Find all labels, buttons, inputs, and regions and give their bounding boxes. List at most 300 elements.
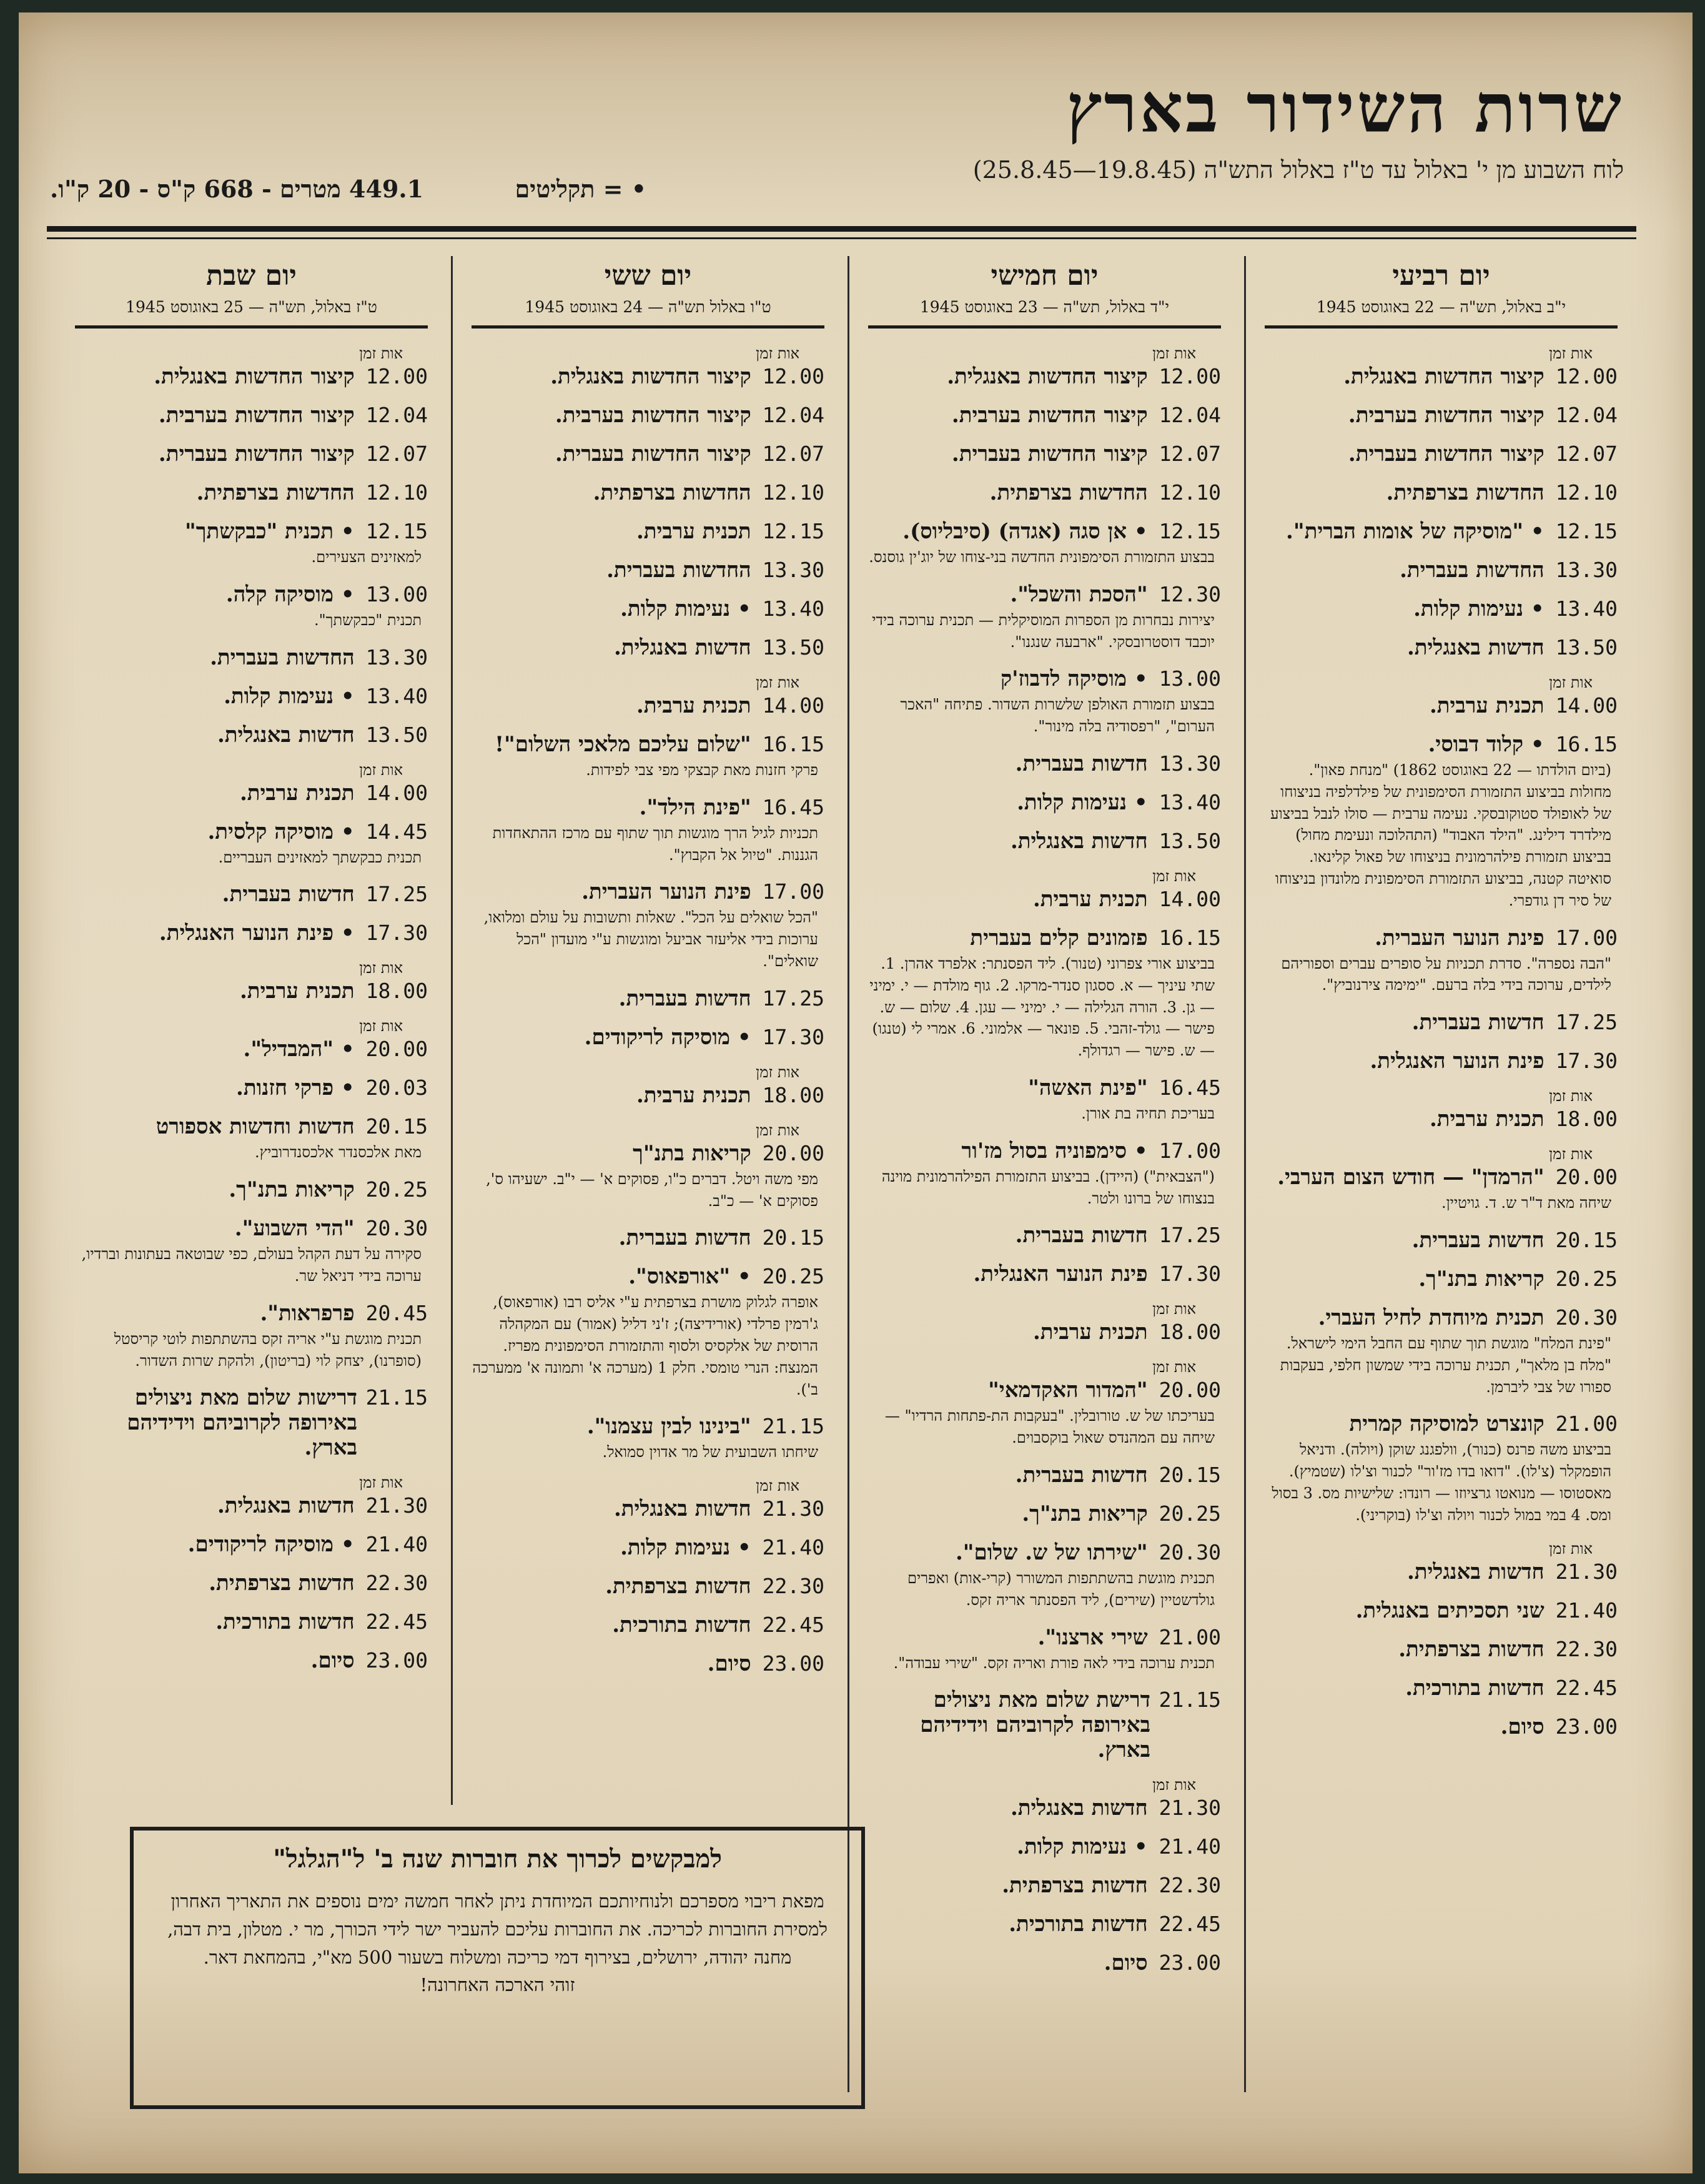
- schedule-entry: [868, 1320, 1221, 1345]
- entry-description: בעריכת תחיה בת אורן.: [1081, 1104, 1215, 1122]
- entry-line: [472, 1083, 824, 1108]
- time-signal-note: אות זמן: [1549, 1145, 1593, 1164]
- entry-title: סיום.: [310, 1648, 355, 1674]
- entry-title: "פינת האשה": [1028, 1075, 1148, 1100]
- day-underline: [868, 325, 1221, 329]
- entry-time: 20.15: [365, 1114, 428, 1139]
- entry-line: [75, 921, 428, 946]
- entry-line: [1265, 1411, 1618, 1436]
- entry-time: 20.00: [365, 1037, 428, 1062]
- entry-title: תכנית ערבית.: [636, 1082, 751, 1108]
- entry-time: 20.15: [1159, 1462, 1221, 1487]
- entry-time: 23.00: [1555, 1714, 1618, 1739]
- schedule-entry: [75, 442, 428, 467]
- entry-time: 21.00: [1555, 1411, 1618, 1436]
- entry-title: חדשות בעברית.: [618, 1225, 751, 1251]
- entry-title: חדשות בעברית.: [1411, 1010, 1544, 1035]
- time-signal-note: אות זמן: [359, 959, 403, 977]
- schedule-entry: [868, 829, 1221, 854]
- entry-time: 20.30: [1555, 1305, 1618, 1330]
- entry-line: [868, 442, 1221, 467]
- entry-line: [868, 582, 1221, 607]
- schedule-entry: [868, 926, 1221, 1062]
- entry-line: [75, 1493, 428, 1518]
- entry-time: 12.15: [762, 519, 824, 543]
- time-signal-note: אות זמן: [1549, 674, 1593, 691]
- schedule-entry: [75, 882, 428, 907]
- entry-time: 21.30: [1159, 1796, 1221, 1821]
- entry-line: [472, 635, 824, 660]
- entry-title: סיום.: [1104, 1950, 1148, 1976]
- entry-time: 16.45: [1159, 1075, 1221, 1100]
- entry-title: • מוסיקה קלה.: [225, 581, 355, 607]
- entry-title: חדשות בתורכית.: [215, 1609, 355, 1635]
- time-signal-note: אות זמן: [359, 1017, 403, 1035]
- column-friday: [465, 256, 831, 1690]
- entry-time: 22.45: [365, 1609, 428, 1634]
- schedule-entry: [472, 879, 824, 972]
- entry-time: 21.30: [365, 1493, 428, 1518]
- entry-line: [75, 1571, 428, 1596]
- entry-description: בעריכתו של ש. טורובלין. "בעקבות הת-פתחות הרדיו" — שיחה עם המהנדס שאול בוקסבוים.: [884, 1407, 1215, 1447]
- entry-line: [472, 1496, 824, 1521]
- entry-time: 16.45: [762, 794, 824, 819]
- entry-line: [868, 1912, 1221, 1937]
- notice-title: למבקשים לכרוך את חוברות שנה ב' ל"הגלגל": [273, 1844, 722, 1874]
- schedule-entry: [75, 1037, 428, 1062]
- entry-time: 17.25: [365, 882, 428, 907]
- entry-line: [472, 558, 824, 583]
- entry-title: "בינינו לבין עצמנו".: [586, 1414, 751, 1440]
- entry-time: 12.07: [762, 442, 824, 466]
- schedule-entry: [75, 1301, 428, 1372]
- schedule-entry: [75, 1114, 428, 1164]
- entry-title: קיצור החדשות בעברית.: [158, 442, 355, 467]
- schedule-entry: [472, 558, 824, 583]
- entry-line: [472, 879, 824, 904]
- entry-time: 12.00: [365, 364, 428, 388]
- schedule-entry: [1265, 1010, 1618, 1035]
- entry-title: • "המבדיל".: [243, 1037, 355, 1062]
- schedule-entry: [1265, 1411, 1618, 1526]
- schedule-entry: [1265, 596, 1618, 621]
- entry-time: 23.00: [1159, 1950, 1221, 1975]
- entry-time: 17.00: [762, 879, 824, 904]
- entry-time: 13.30: [365, 645, 428, 670]
- entry-time: 20.15: [1555, 1227, 1618, 1252]
- entry-title: • "מוסיקה של אומות הברית".: [1286, 519, 1544, 544]
- entry-line: [472, 596, 824, 621]
- binding-notice-box: [130, 1827, 865, 2109]
- entry-line: [868, 1501, 1221, 1526]
- entry-time: 12.10: [365, 480, 428, 505]
- column-content: [862, 260, 1227, 1975]
- schedule-entry: [472, 1141, 824, 1212]
- entry-line: [75, 480, 428, 505]
- schedule-entry: [1265, 1637, 1618, 1662]
- entry-line: [868, 1223, 1221, 1248]
- schedule-entry: [1265, 1107, 1618, 1132]
- entry-line: [868, 1262, 1221, 1287]
- entry-time: 17.30: [1159, 1262, 1221, 1287]
- time-signal-note: אות זמן: [1549, 1087, 1593, 1105]
- entry-title: שירי ארצנו".: [1037, 1624, 1148, 1650]
- entry-line: [1265, 364, 1618, 389]
- entry-line: [472, 1651, 824, 1676]
- schedule-entry: [1265, 1267, 1618, 1292]
- entry-line: [1265, 403, 1618, 428]
- entry-line: [75, 519, 428, 544]
- entry-time: 23.00: [762, 1651, 824, 1676]
- entry-time: 20.00: [762, 1140, 824, 1165]
- entry-line: [868, 364, 1221, 389]
- schedule-entry: [868, 1139, 1221, 1210]
- entry-time: 12.04: [762, 403, 824, 427]
- entry-title: תכנית ערבית.: [239, 780, 355, 806]
- entry-title: קיצור החדשות בעברית.: [951, 442, 1148, 467]
- entry-time: 14.45: [365, 819, 428, 844]
- entry-line: [75, 1301, 428, 1326]
- schedule-entry: [1265, 732, 1618, 912]
- entry-line: [75, 781, 428, 806]
- entry-time: 12.15: [1159, 519, 1221, 543]
- schedule-entry: [868, 1463, 1221, 1488]
- entry-line: [868, 1834, 1221, 1859]
- schedule-entry: [75, 921, 428, 946]
- entry-line: [75, 723, 428, 748]
- schedule-entry: [75, 403, 428, 428]
- entry-time: 17.30: [365, 921, 428, 946]
- entry-time: 21.15: [1159, 1687, 1221, 1712]
- time-signal-note: אות זמן: [756, 1063, 799, 1081]
- schedule-entry: [1265, 1305, 1618, 1398]
- time-signal-note: אות זמן: [1152, 1358, 1196, 1376]
- entry-time: 13.30: [1555, 558, 1618, 582]
- entry-title: חדשות בתורכית.: [612, 1613, 751, 1638]
- entry-time: 20.03: [365, 1075, 428, 1100]
- column-content: [69, 260, 434, 1673]
- entry-line: [1265, 1267, 1618, 1292]
- entry-time: 14.00: [762, 693, 824, 718]
- entry-title: חדשות בצרפתית.: [605, 1574, 751, 1599]
- entry-title: תכנית ערבית.: [1429, 693, 1544, 718]
- entry-line: [472, 364, 824, 389]
- time-signal-note: אות זמן: [1152, 345, 1196, 362]
- schedule-entry: [1265, 635, 1618, 660]
- schedule-entry: [75, 781, 428, 806]
- entry-line: [75, 1037, 428, 1062]
- header-thick-rule: [47, 226, 1636, 232]
- schedule-entry: [75, 819, 428, 869]
- schedule-entry: [472, 635, 824, 660]
- entry-line: [868, 1687, 1221, 1762]
- entry-time: 18.00: [365, 979, 428, 1004]
- entry-title: • מוסיקה קלסית.: [207, 819, 355, 844]
- entry-time: 20.25: [1555, 1266, 1618, 1291]
- entry-description: "הכל שואלים על הכל". שאלות ותשובות על עולם ומלואו, ערוכות בידי אליעזר אביעל ומוגשות ע"י מועדון "הכל שואלים".: [483, 909, 818, 970]
- entry-line: [1265, 442, 1618, 467]
- time-signal-note: אות זמן: [756, 1121, 799, 1139]
- entry-title: תכנית ערבית.: [636, 693, 751, 718]
- entry-time: 17.25: [762, 986, 824, 1010]
- schedule-entry: [868, 364, 1221, 389]
- schedule-entry: [868, 442, 1221, 467]
- entry-line: [472, 1225, 824, 1250]
- entry-title: • פינת הנוער האנגלית.: [159, 921, 355, 946]
- entry-time: 20.45: [365, 1300, 428, 1325]
- entry-description: יצירות נבחרות מן הספרות המוסיקלית — תכנית ערוכה בידי יוכבד דוסטרובסקי. "ארבעה שנגנו".: [872, 611, 1215, 651]
- column-content: [1258, 260, 1624, 1739]
- entry-description: תכניות לגיל הרך מוגשות תוך שתוף עם מרכז ההתאחדות הגננות. "טיול אל הקבוץ".: [492, 824, 818, 864]
- schedule-entry: [472, 1613, 824, 1638]
- entry-title: תכנית ערבית.: [1032, 886, 1148, 912]
- entry-title: סיום.: [707, 1651, 751, 1677]
- entry-time: 12.07: [1159, 442, 1221, 466]
- entry-title: קיצור החדשות בערבית.: [951, 403, 1148, 428]
- entry-line: [1265, 1228, 1618, 1253]
- entry-time: 21.15: [762, 1414, 824, 1439]
- schedule-entry: [868, 1075, 1221, 1125]
- notice-body: מפאת ריבוי מספרכם ולנוחיותכם המיוחדת ניתן לאחר חמשה ימים נוספים את התאריך האחרון למסירת החוברות לכריכה. את החוברות עליכם להעביר ישר לידי הכורך, מר י. מטלון, בית דבה, מחנה יהודה, ירושלים, בצירוף דמי כריכה ומשלוח בשעור 500 מא"י, בהמחאת דאר.: [167, 1890, 828, 1968]
- entry-description: אופרה לגלוק מושרת בצרפתית ע"י אליס רבו (אורפאוס), ג'רמין פרלדי (אורידיצה); ז'ני דליל (אמור) עם המקהלה הרוסית של אלקסיס ולסוף והתזמורת הסימפונית מפריז. המנצח: הנרי טומסי. חלק 1 (מערכה א' ותמונה א' ממערכה ב').: [472, 1293, 818, 1398]
- entry-description: מאת אלכסנדר אלכסנדרוביץ.: [255, 1144, 422, 1162]
- entry-title: תכנית ערבית.: [1429, 1107, 1544, 1132]
- entry-description: (ביום הולדתו — 22 באוגוסט 1862) "מנחת פאון". מחולות בביצוע התזמורת הסימפונית של פילדלפיה בניצוחו של לאופולד סטוקובסקי. נעימה ערבית — סולו לנבל בביצוע מילדרד דילינג. "הילד האבוד" (התהלוכה ונעימת מחול) בביצוע תזמורת פילהרמונית בניצוחו של פאול קלינאו. סואיטה קטנה, בביצוע התזמורת הסימפונית מלונדון בניצוחו של סיר דן גודפרי.: [1270, 761, 1611, 909]
- entry-title: • תכנית "כבקשתך": [185, 519, 355, 544]
- schedule-entry: [1265, 1598, 1618, 1623]
- entry-line: [75, 1648, 428, 1673]
- entry-time: 17.30: [762, 1024, 824, 1049]
- entry-time: 20.25: [1159, 1501, 1221, 1526]
- entry-title: קיצור החדשות באנגלית.: [550, 364, 751, 389]
- newspaper-page: [19, 12, 1693, 2173]
- entry-title: קיצור החדשות בעברית.: [555, 442, 751, 467]
- entry-title: חדשות באנגלית.: [217, 1493, 355, 1519]
- day-date: ט"ו באלול תש"ה — 24 באוגוסט 1945: [525, 298, 771, 316]
- entry-line: [472, 403, 824, 428]
- entry-title: • נעימות קלות.: [224, 683, 355, 709]
- entry-line: [868, 480, 1221, 505]
- entry-title: "שלום עליכם מלאכי השלום"!: [495, 732, 751, 757]
- entry-title: דרישת שלום מאת ניצולים באירופה לקרוביהם וידידיהם בארץ.: [920, 1687, 1150, 1763]
- time-signal-note: אות זמן: [1152, 867, 1196, 885]
- entry-line: [868, 926, 1221, 951]
- entry-line: [472, 442, 824, 467]
- entry-line: [868, 1139, 1221, 1164]
- day-underline: [1265, 325, 1618, 329]
- entry-title: חדשות בעברית.: [1015, 751, 1148, 776]
- entry-time: 12.07: [365, 442, 428, 466]
- schedule-entry: [472, 1651, 824, 1676]
- time-signal-note: אות זמן: [359, 345, 403, 362]
- entry-time: 16.15: [762, 732, 824, 756]
- column-content: [465, 260, 831, 1676]
- entry-line: [868, 1378, 1221, 1403]
- entry-title: חדשות בעברית.: [618, 986, 751, 1011]
- entry-description: תכנית כבקשתך למאזינים העבריים.: [218, 848, 422, 866]
- column-divider: [848, 256, 849, 2092]
- day-title: יום רביעי: [1392, 260, 1490, 292]
- entry-line: [1265, 480, 1618, 505]
- schedule-entry: [868, 1912, 1221, 1937]
- schedule-entry: [472, 442, 824, 467]
- entry-line: [75, 819, 428, 844]
- entry-time: 12.04: [1555, 403, 1618, 427]
- schedule-entry: [868, 1262, 1221, 1287]
- schedule-entry: [868, 582, 1221, 653]
- schedule-entry: [472, 480, 824, 505]
- entry-title: קונצרט למוסיקה קמרית: [1349, 1411, 1544, 1437]
- schedule-entry: [472, 795, 824, 866]
- schedule-entry: [75, 1532, 428, 1557]
- schedule-entry: [472, 364, 824, 389]
- entry-description: תכנית "כבקשתך".: [314, 611, 422, 629]
- entry-time: 18.00: [762, 1082, 824, 1107]
- schedule-entry: [472, 693, 824, 718]
- entry-title: קריאות בתנ"ך.: [1022, 1501, 1148, 1526]
- schedule-entry: [868, 1950, 1221, 1975]
- entry-line: [472, 480, 824, 505]
- schedule-entry: [1265, 693, 1618, 718]
- entry-title: • מוסיקה לריקודים.: [584, 1024, 751, 1050]
- day-date: ט"ז באלול, תש"ה — 25 באוגוסט 1945: [126, 298, 377, 316]
- entry-line: [472, 1264, 824, 1289]
- schedule-entry: [868, 1687, 1221, 1762]
- entry-line: [75, 684, 428, 709]
- entry-time: 13.50: [1555, 635, 1618, 660]
- entry-time: 12.10: [762, 480, 824, 505]
- entry-description: "הבה נספרה". סדרת תכניות על סופרים עברים וספוריהם לילדים, ערוכה בידי בלה ברעם. "ימימה צירנוביץ".: [1281, 954, 1611, 994]
- time-signal-note: אות זמן: [359, 1474, 403, 1492]
- schedule-entry: [472, 986, 824, 1011]
- entry-title: חדשות בצרפתית.: [1002, 1873, 1148, 1899]
- column-divider: [1244, 256, 1246, 2092]
- entry-description: תכנית מוגשת בהשתתפות המשורר (קרי-אות) ואפרים גולדשטיין (שירים), ליד הפסנתר אריה זקס.: [907, 1569, 1215, 1609]
- schedule-entry: [75, 1075, 428, 1100]
- entry-time: 23.00: [365, 1648, 428, 1673]
- entry-line: [1265, 1676, 1618, 1701]
- entry-title: חדשות באנגלית.: [1010, 828, 1148, 854]
- entry-line: [868, 403, 1221, 428]
- schedule-entry: [472, 1025, 824, 1050]
- entry-line: [868, 790, 1221, 815]
- entry-title: חדשות באנגלית.: [613, 1496, 751, 1522]
- entry-title: • "אורפאוס".: [628, 1264, 751, 1290]
- entry-time: 21.30: [762, 1496, 824, 1521]
- entry-description: ("הצבאית") (היידן). בביצוע התזמורת הפילהרמונית מוינה בנצוחו של ברונו ולטר.: [881, 1167, 1215, 1207]
- week-range-subtitle: לוח השבוע מן י' באלול עד ט"ז באלול התש"ה (19.8.45—25.8.45): [972, 156, 1624, 184]
- schedule-entry: [472, 732, 824, 781]
- entry-title: החדשות בצרפתית.: [196, 480, 355, 505]
- entry-time: 12.30: [1159, 581, 1221, 606]
- entry-time: 21.15: [365, 1385, 428, 1410]
- entry-line: [868, 751, 1221, 776]
- entry-line: [75, 403, 428, 428]
- entry-time: 12.04: [365, 403, 428, 427]
- schedule-entry: [75, 1571, 428, 1596]
- header-thin-rule: [47, 237, 1636, 239]
- entry-line: [75, 1385, 428, 1460]
- entry-title: תכנית ערבית.: [239, 979, 355, 1004]
- entry-time: 20.30: [365, 1216, 428, 1241]
- entry-line: [1265, 558, 1618, 583]
- schedule-entry: [868, 480, 1221, 505]
- entry-time: 12.07: [1555, 442, 1618, 466]
- entry-line: [868, 1540, 1221, 1565]
- entry-line: [868, 1796, 1221, 1821]
- entry-title: פינת הנוער העברית.: [1375, 925, 1544, 951]
- schedule-entry: [75, 645, 428, 670]
- entry-title: חדשות בתורכית.: [1405, 1675, 1544, 1701]
- day-title: יום חמישי: [991, 260, 1099, 292]
- entry-description: בביצוע משה פרנס (כנור), וולפגנג שוקן (ויולה). ודניאל הופמקלר (צ'לו). "דואו בדו מז'ור" לכנור וצ'לו (שטמיץ). מאסטוסו — מנואטו גרציוזו — רונדו: שלישיות מס. 3 בסול ומס. 4 במי במול לכנור ויולה וצ'לו (בוקריני).: [1272, 1441, 1611, 1524]
- entry-description: סקירה על דעת הקהל בעולם, כפי שבוטאה בעתונות וברדיו, ערוכה בידי דניאל שר.: [81, 1245, 422, 1285]
- entry-title: החדשות בעברית.: [1400, 558, 1544, 583]
- entry-title: החדשות בעברית.: [606, 558, 751, 583]
- frequency-info: 449.1 מטרים - 668 ק"ס - 20 ק"ו.: [50, 175, 424, 203]
- schedule-entry: [868, 1873, 1221, 1898]
- schedule-entry: [472, 1414, 824, 1463]
- schedule-entry: [868, 1540, 1221, 1611]
- entry-title: החדשות בצרפתית.: [593, 480, 751, 505]
- entry-title: "המדור האקדמאי": [988, 1378, 1148, 1403]
- entry-title: • מוסיקה לדבוז'ק: [1000, 666, 1148, 692]
- entry-title: קיצור החדשות באנגלית.: [154, 364, 355, 389]
- entry-title: חדשות באנגלית.: [1406, 635, 1544, 660]
- entry-title: קיצור החדשות באנגלית.: [1343, 364, 1544, 389]
- entry-title: תכנית ערבית.: [636, 519, 751, 544]
- entry-line: [868, 1625, 1221, 1650]
- entry-title: קיצור החדשות בערבית.: [1348, 403, 1544, 428]
- entry-time: 20.00: [1159, 1378, 1221, 1403]
- schedule-entry: [868, 1625, 1221, 1674]
- entry-line: [1265, 693, 1618, 718]
- time-signal-note: אות זמן: [756, 1477, 799, 1495]
- entry-title: קיצור החדשות בעברית.: [1348, 442, 1544, 467]
- entry-time: 21.30: [1555, 1559, 1618, 1584]
- entry-description: פרקי חזנות מאת קבצקי מפי צבי לפידות.: [586, 761, 818, 779]
- entry-time: 12.15: [1555, 519, 1618, 543]
- entry-line: [472, 1535, 824, 1560]
- entry-time: 13.30: [762, 558, 824, 582]
- entry-time: 21.40: [762, 1535, 824, 1560]
- entry-time: 21.40: [365, 1532, 428, 1557]
- column-wednesday: [1258, 256, 1624, 1753]
- entry-line: [1265, 1714, 1618, 1739]
- schedule-entry: [472, 1225, 824, 1250]
- entry-line: [75, 582, 428, 607]
- entry-time: 22.45: [1159, 1912, 1221, 1937]
- schedule-entry: [1265, 558, 1618, 583]
- records-legend: • = תקליטים: [515, 175, 646, 203]
- entry-title: חדשות בצרפתית.: [1398, 1636, 1544, 1662]
- schedule-entry: [1265, 1714, 1618, 1739]
- entry-description: "פינת המלח" מוגשת תוך שתוף עם החבל הימי לישראל. "מלח בן מלאך", תכנית ערוכה בידי שמשון חלפי, בעקבות ספורו של צבי ליברמן.: [1280, 1334, 1611, 1396]
- entry-time: 16.15: [1159, 925, 1221, 950]
- entry-title: חדשות בעברית.: [1015, 1462, 1148, 1488]
- time-signal-note: אות זמן: [359, 761, 403, 779]
- time-signal-note: אות זמן: [1152, 1776, 1196, 1794]
- schedule-entry: [868, 1796, 1221, 1821]
- entry-description: שיחה מאת ד"ר ש. ד. גויטיין.: [1441, 1194, 1611, 1212]
- entry-line: [75, 442, 428, 467]
- day-title: יום ששי: [604, 260, 692, 292]
- schedule-entry: [75, 364, 428, 389]
- entry-title: חדשות בצרפתית.: [209, 1571, 355, 1596]
- entry-description: בבצוע התזמורת הסימפונית החדשה בני-צוחו של יוג'ין גוסנס.: [869, 548, 1215, 566]
- page-title: שרות השידור בארץ: [1066, 69, 1624, 148]
- schedule-entry: [472, 519, 824, 544]
